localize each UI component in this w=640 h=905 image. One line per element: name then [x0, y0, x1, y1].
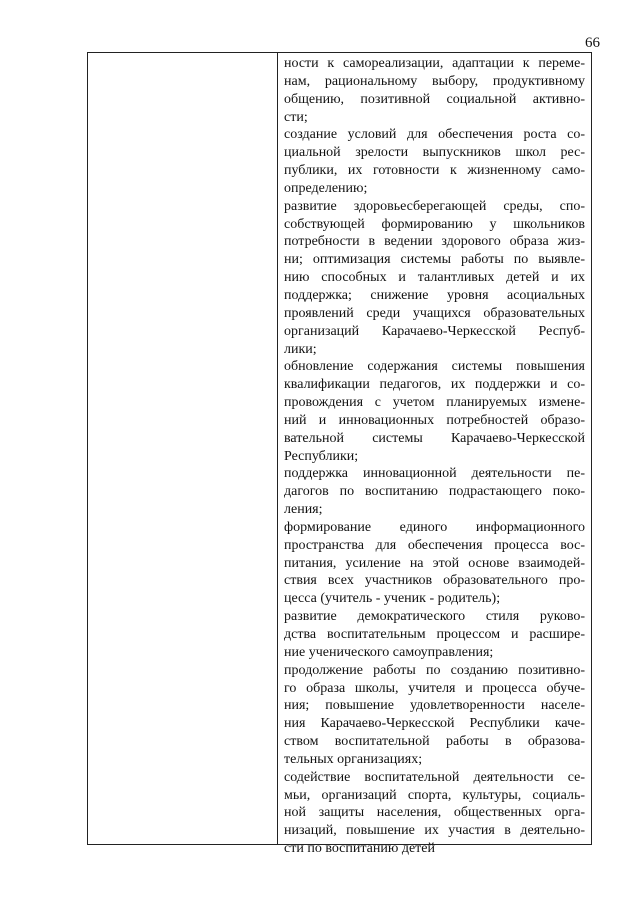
list-item: [284, 358, 585, 465]
text-line: циальной зрелости выпускников школ рес-: [284, 145, 585, 161]
text-line: ности к самореализации, адаптации к переме-: [284, 56, 585, 71]
text-line: квалификации педагогов, их поддержки и со-: [284, 377, 585, 393]
list-item: [284, 769, 585, 858]
list-item: [284, 662, 585, 769]
text-line: определению;: [284, 180, 368, 196]
text-line: лики;: [284, 341, 317, 357]
text-line: провождения с учетом планируемых измене-: [284, 395, 585, 411]
text-line: содействие воспитательной деятельности се-: [284, 769, 585, 785]
text-line: дства воспитательным процессом и расшире-: [284, 627, 585, 642]
text-line: пространства для обеспечения процесса вос-: [284, 537, 585, 553]
text-line: ной защиты населения, общественных орга-: [284, 805, 585, 821]
table-right-column: [278, 53, 591, 857]
text-line: нам, рациональному выбору, продуктивному: [284, 73, 585, 89]
list-item: [284, 465, 585, 519]
text-line: поддержка; снижение уровня асоциальных: [284, 287, 585, 303]
text-line: го образа школы, учителя и процесса обуче-: [284, 680, 585, 696]
text-line: тельных организациях;: [284, 751, 423, 767]
text-line: развитие здоровьесберегающей среды, спо-: [284, 198, 585, 214]
list-item: [284, 519, 585, 608]
text-line: цесса (учитель - ученик - родитель);: [284, 591, 501, 607]
text-line: обновление содержания системы повышения: [284, 359, 585, 375]
list-item: [284, 608, 585, 662]
text-line: ством воспитательной работы в образова-: [284, 734, 585, 750]
text-line: сти по воспитанию детей: [284, 841, 435, 857]
text-line: публики, их готовности к жизненному само-: [284, 163, 585, 179]
text-line: Республики;: [284, 448, 359, 464]
text-line: ние ученического самоуправления;: [284, 644, 494, 660]
text-line: собствующей формированию у школьников: [284, 216, 585, 232]
list-item: [284, 198, 585, 359]
text-line: мьи, организаций спорта, культуры, социаль-: [284, 787, 585, 803]
text-line: поддержка инновационной деятельности пе-: [284, 466, 585, 482]
text-line: вательной системы Карачаево-Черкесской: [284, 430, 585, 446]
text-line: ни; оптимизация системы работы по выявле-: [284, 252, 585, 268]
text-line: ления;: [284, 502, 323, 518]
text-line: продолжение работы по созданию позитивно-: [284, 662, 585, 678]
text-line: ний и инновационных потребностей образо-: [284, 412, 585, 428]
text-line: сти;: [284, 109, 308, 125]
text-line: проявлений среди учащихся образовательных: [284, 305, 585, 321]
text-line: питания, усиление на этой основе взаимодей-: [284, 555, 585, 571]
text-line: нию способных и талантливых детей и их: [284, 270, 585, 286]
text-line: организаций Карачаево-Черкесской Респуб-: [284, 323, 585, 339]
list-item: [284, 126, 585, 197]
text-line: общению, позитивной социальной активно-: [284, 91, 585, 107]
table-left-column: [88, 53, 278, 844]
list-item: [284, 55, 585, 126]
text-line: формирование единого информационного: [284, 519, 585, 535]
text-line: создание условий для обеспечения роста со-: [284, 127, 585, 143]
text-line: ствия всех участников образовательного про-: [284, 573, 585, 589]
text-line: потребности в ведении здорового образа жиз-: [284, 234, 585, 250]
text-line: дагогов по воспитанию подрастающего поко-: [284, 484, 585, 500]
text-line: ния; повышение удовлетворенности населе-: [284, 698, 585, 714]
text-line: низаций, повышение их участия в деятельно-: [284, 823, 585, 839]
document-table: [87, 52, 592, 857]
text-line: ния Карачаево-Черкесской Республики каче-: [284, 716, 585, 732]
page-number: 66: [585, 35, 600, 51]
text-line: развитие демократического стиля руково-: [284, 609, 585, 625]
